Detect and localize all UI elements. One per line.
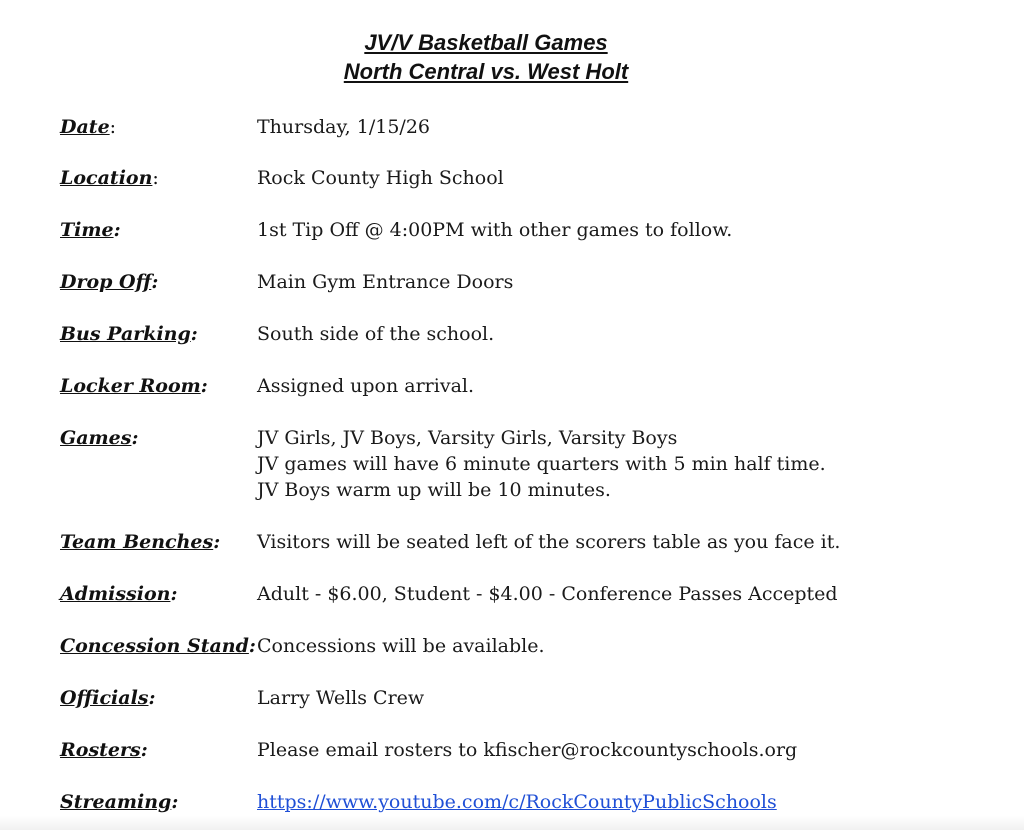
value-drop-off: Main Gym Entrance Doors [257, 271, 514, 293]
label-colon: : [190, 323, 198, 345]
label-team-benches: Team Benches [60, 531, 214, 553]
label-colon: : [140, 739, 148, 761]
label-time: Time [60, 219, 114, 241]
label-bus-parking: Bus Parking [60, 323, 191, 345]
row-label [60, 789, 178, 815]
value-date: Thursday, 1/15/26 [257, 116, 431, 138]
games-line-1: JV Girls, JV Boys, Varsity Girls, Varsity Boys [257, 427, 678, 449]
label-colon: : [113, 219, 121, 241]
row-label [60, 165, 159, 191]
label-date: Date [60, 116, 110, 138]
label-colon: : [109, 116, 117, 138]
label-concession-stand: Concession Stand [60, 635, 249, 657]
row-label [60, 217, 121, 243]
label-admission: Admission [60, 583, 171, 605]
row-label [60, 529, 220, 555]
page-bottom-edge [0, 816, 1024, 830]
label-colon: : [200, 375, 208, 397]
value-time: 1st Tip Off @ 4:00PM with other games to follow. [257, 219, 733, 241]
title-line-1: JV/V Basketball Games [364, 30, 608, 55]
row-label [60, 114, 116, 140]
row-label [60, 581, 177, 607]
document-title [0, 28, 972, 86]
label-colon: : [152, 167, 159, 189]
row-label [60, 269, 158, 295]
row-label [60, 685, 156, 711]
label-colon: : [151, 271, 159, 293]
title-line-2: North Central vs. West Holt [343, 59, 629, 84]
games-line-3: JV Boys warm up will be 10 minutes. [257, 479, 611, 501]
value-team-benches: Visitors will be seated left of the scorers table as you face it. [257, 531, 841, 553]
label-officials: Officials [60, 687, 149, 709]
row-label [60, 425, 138, 451]
value-streaming [257, 789, 777, 815]
label-games: Games [60, 427, 132, 449]
label-colon: : [131, 427, 139, 449]
label-rosters: Rosters [60, 739, 141, 761]
label-location: Location [60, 167, 153, 189]
value-bus-parking: South side of the school. [257, 323, 495, 345]
streaming-link[interactable]: https://www.youtube.com/c/RockCountyPublicSchools [257, 791, 777, 813]
value-rosters: Please email rosters to kfischer@rockcountyschools.org [257, 739, 798, 761]
label-colon: : [248, 635, 256, 657]
value-games [257, 425, 826, 503]
label-drop-off: Drop Off [60, 271, 152, 293]
row-label [60, 633, 256, 659]
value-location: Rock County High School [257, 167, 504, 189]
value-locker-room: Assigned upon arrival. [257, 375, 475, 397]
label-colon: : [170, 583, 178, 605]
label-colon: : [213, 531, 221, 553]
row-label [60, 321, 198, 347]
value-officials: Larry Wells Crew [257, 687, 425, 709]
row-label [60, 737, 148, 763]
value-concession-stand: Concessions will be available. [257, 635, 545, 657]
label-streaming: Streaming [60, 791, 172, 813]
label-colon: : [171, 791, 179, 813]
label-colon: : [148, 687, 156, 709]
label-locker-room: Locker Room [60, 375, 201, 397]
value-admission: Adult - $6.00, Student - $4.00 - Conference Passes Accepted [257, 583, 838, 605]
games-line-2: JV games will have 6 minute quarters with 5 min half time. [257, 453, 826, 475]
row-label [60, 373, 208, 399]
